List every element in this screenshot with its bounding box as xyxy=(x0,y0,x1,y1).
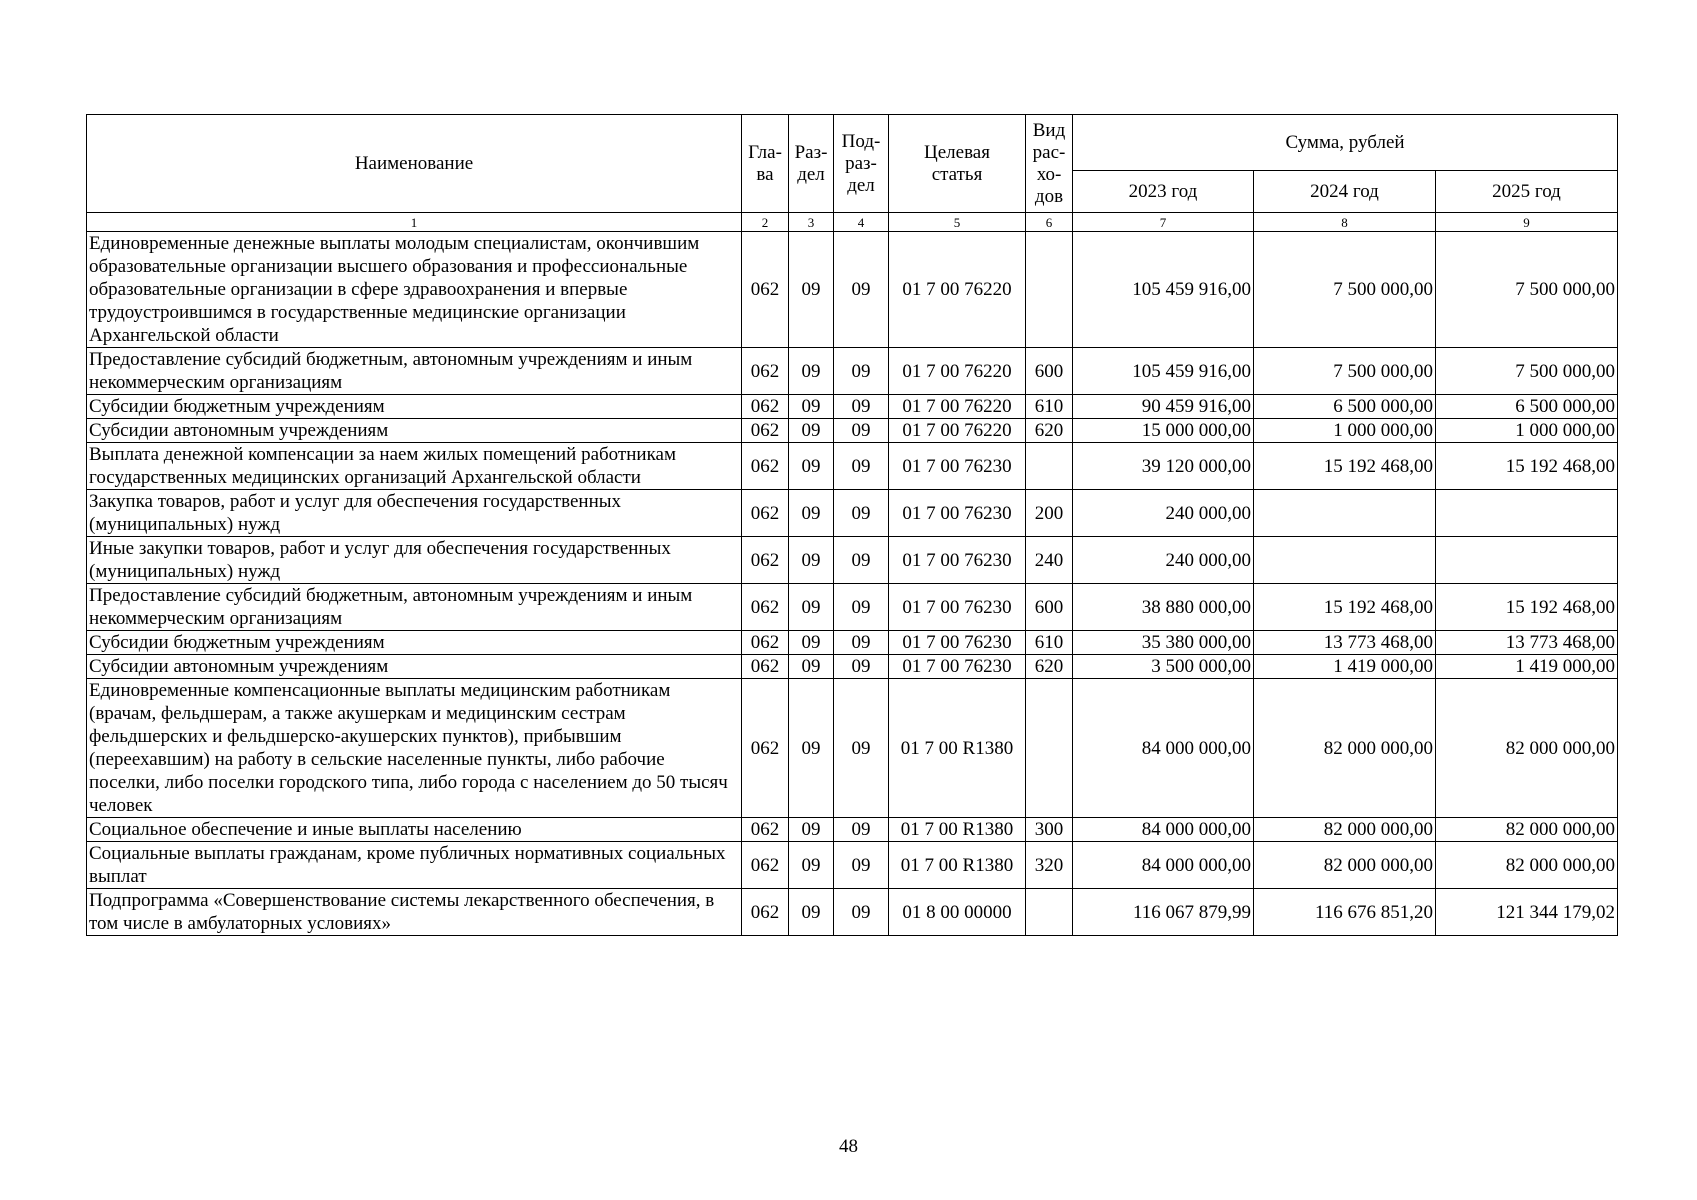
row-expense-type xyxy=(1026,443,1073,490)
table-row xyxy=(87,443,1618,490)
row-chapter: 062 xyxy=(742,631,789,655)
row-sum-2023: 84 000 000,00 xyxy=(1073,679,1254,818)
table-row xyxy=(87,395,1618,419)
row-sum-2023: 116 067 879,99 xyxy=(1073,889,1254,936)
row-name: Субсидии бюджетным учреждениям xyxy=(87,395,742,419)
row-subsection: 09 xyxy=(834,348,889,395)
row-target-article: 01 7 00 76220 xyxy=(889,395,1026,419)
column-number: 1 xyxy=(87,213,742,232)
row-target-article: 01 7 00 R1380 xyxy=(889,842,1026,889)
row-sum-2023: 15 000 000,00 xyxy=(1073,419,1254,443)
row-section: 09 xyxy=(789,490,834,537)
row-sum-2023: 90 459 916,00 xyxy=(1073,395,1254,419)
row-section: 09 xyxy=(789,348,834,395)
table-row xyxy=(87,889,1618,936)
row-target-article: 01 7 00 76230 xyxy=(889,537,1026,584)
row-expense-type: 320 xyxy=(1026,842,1073,889)
row-chapter: 062 xyxy=(742,232,789,348)
row-section: 09 xyxy=(789,537,834,584)
row-chapter: 062 xyxy=(742,679,789,818)
row-chapter: 062 xyxy=(742,655,789,679)
row-target-article: 01 7 00 76230 xyxy=(889,584,1026,631)
row-name: Предоставление субсидий бюджетным, автономным учреждениям и иным некоммерческим организациям xyxy=(87,584,742,631)
row-sum-2023: 3 500 000,00 xyxy=(1073,655,1254,679)
row-sum-2025: 7 500 000,00 xyxy=(1436,232,1618,348)
row-target-article: 01 8 00 00000 xyxy=(889,889,1026,936)
row-sum-2023: 84 000 000,00 xyxy=(1073,818,1254,842)
row-sum-2025: 13 773 468,00 xyxy=(1436,631,1618,655)
header-sum-group: Сумма, рублей xyxy=(1073,115,1618,171)
row-subsection: 09 xyxy=(834,537,889,584)
row-sum-2024: 15 192 468,00 xyxy=(1254,443,1436,490)
column-number: 4 xyxy=(834,213,889,232)
row-target-article: 01 7 00 76230 xyxy=(889,631,1026,655)
column-number: 3 xyxy=(789,213,834,232)
row-sum-2024: 7 500 000,00 xyxy=(1254,348,1436,395)
table-row xyxy=(87,818,1618,842)
row-sum-2025: 82 000 000,00 xyxy=(1436,679,1618,818)
row-name: Социальные выплаты гражданам, кроме публичных нормативных социальных выплат xyxy=(87,842,742,889)
row-expense-type: 610 xyxy=(1026,395,1073,419)
header-name: Наименование xyxy=(87,115,742,213)
row-subsection: 09 xyxy=(834,232,889,348)
row-target-article: 01 7 00 76230 xyxy=(889,490,1026,537)
row-sum-2024: 116 676 851,20 xyxy=(1254,889,1436,936)
budget-table xyxy=(86,114,1618,936)
row-sum-2024: 1 000 000,00 xyxy=(1254,419,1436,443)
row-section: 09 xyxy=(789,232,834,348)
table-row xyxy=(87,679,1618,818)
row-name: Единовременные денежные выплаты молодым специалистам, окончившим образовательные организации высшего образования и профессиональные образовательные организации в сфере здравоохранения и впервые трудоустроившимся в государственные медицинские организации Архангельской области xyxy=(87,232,742,348)
table-row xyxy=(87,490,1618,537)
row-name: Подпрограмма «Совершенствование системы лекарственного обеспечения, в том числе в амбулаторных условиях» xyxy=(87,889,742,936)
row-subsection: 09 xyxy=(834,490,889,537)
header-year-2023: 2023 год xyxy=(1073,171,1254,213)
row-expense-type: 300 xyxy=(1026,818,1073,842)
row-sum-2024: 6 500 000,00 xyxy=(1254,395,1436,419)
row-subsection: 09 xyxy=(834,842,889,889)
row-name: Субсидии бюджетным учреждениям xyxy=(87,631,742,655)
row-chapter: 062 xyxy=(742,584,789,631)
table-row xyxy=(87,419,1618,443)
row-chapter: 062 xyxy=(742,348,789,395)
column-number: 6 xyxy=(1026,213,1073,232)
row-subsection: 09 xyxy=(834,679,889,818)
row-sum-2025 xyxy=(1436,490,1618,537)
row-sum-2023: 38 880 000,00 xyxy=(1073,584,1254,631)
row-section: 09 xyxy=(789,842,834,889)
row-sum-2023: 35 380 000,00 xyxy=(1073,631,1254,655)
row-name: Субсидии автономным учреждениям xyxy=(87,419,742,443)
row-sum-2025: 15 192 468,00 xyxy=(1436,584,1618,631)
row-target-article: 01 7 00 76230 xyxy=(889,443,1026,490)
row-subsection: 09 xyxy=(834,655,889,679)
row-sum-2025: 1 419 000,00 xyxy=(1436,655,1618,679)
row-subsection: 09 xyxy=(834,395,889,419)
row-chapter: 062 xyxy=(742,419,789,443)
row-expense-type: 620 xyxy=(1026,655,1073,679)
row-sum-2025: 7 500 000,00 xyxy=(1436,348,1618,395)
row-sum-2025: 6 500 000,00 xyxy=(1436,395,1618,419)
row-name: Иные закупки товаров, работ и услуг для обеспечения государственных (муниципальных) нужд xyxy=(87,537,742,584)
row-sum-2024: 7 500 000,00 xyxy=(1254,232,1436,348)
row-section: 09 xyxy=(789,655,834,679)
row-name: Социальное обеспечение и иные выплаты населению xyxy=(87,818,742,842)
table-row xyxy=(87,655,1618,679)
row-subsection: 09 xyxy=(834,419,889,443)
row-sum-2024: 82 000 000,00 xyxy=(1254,842,1436,889)
column-number: 5 xyxy=(889,213,1026,232)
row-target-article: 01 7 00 76230 xyxy=(889,655,1026,679)
header-year-2024: 2024 год xyxy=(1254,171,1436,213)
row-subsection: 09 xyxy=(834,443,889,490)
table-row xyxy=(87,842,1618,889)
row-target-article: 01 7 00 76220 xyxy=(889,348,1026,395)
row-expense-type xyxy=(1026,679,1073,818)
row-chapter: 062 xyxy=(742,889,789,936)
row-sum-2024 xyxy=(1254,537,1436,584)
row-expense-type: 240 xyxy=(1026,537,1073,584)
header-subsection: Под- раз- дел xyxy=(834,115,889,213)
row-sum-2024: 82 000 000,00 xyxy=(1254,679,1436,818)
column-number: 2 xyxy=(742,213,789,232)
row-name: Выплата денежной компенсации за наем жилых помещений работникам государственных медицинских организаций Архангельской области xyxy=(87,443,742,490)
row-section: 09 xyxy=(789,889,834,936)
row-sum-2023: 105 459 916,00 xyxy=(1073,232,1254,348)
row-subsection: 09 xyxy=(834,818,889,842)
row-expense-type: 600 xyxy=(1026,348,1073,395)
row-chapter: 062 xyxy=(742,842,789,889)
page-number: 48 xyxy=(839,1136,858,1157)
row-subsection: 09 xyxy=(834,631,889,655)
header-expense-type: Вид рас- хо- дов xyxy=(1026,115,1073,213)
table-row xyxy=(87,584,1618,631)
row-target-article: 01 7 00 76220 xyxy=(889,232,1026,348)
row-sum-2024: 15 192 468,00 xyxy=(1254,584,1436,631)
row-sum-2023: 105 459 916,00 xyxy=(1073,348,1254,395)
row-expense-type: 600 xyxy=(1026,584,1073,631)
row-expense-type xyxy=(1026,889,1073,936)
row-section: 09 xyxy=(789,818,834,842)
row-subsection: 09 xyxy=(834,889,889,936)
row-target-article: 01 7 00 R1380 xyxy=(889,818,1026,842)
row-sum-2025 xyxy=(1436,537,1618,584)
header-target-article: Целевая статья xyxy=(889,115,1026,213)
table-header xyxy=(87,115,1618,232)
row-sum-2025: 82 000 000,00 xyxy=(1436,818,1618,842)
header-section: Раз- дел xyxy=(789,115,834,213)
row-sum-2023: 240 000,00 xyxy=(1073,490,1254,537)
row-sum-2025: 15 192 468,00 xyxy=(1436,443,1618,490)
row-expense-type: 610 xyxy=(1026,631,1073,655)
row-sum-2025: 1 000 000,00 xyxy=(1436,419,1618,443)
row-sum-2024: 82 000 000,00 xyxy=(1254,818,1436,842)
row-expense-type: 620 xyxy=(1026,419,1073,443)
row-section: 09 xyxy=(789,395,834,419)
column-number: 8 xyxy=(1254,213,1436,232)
row-chapter: 062 xyxy=(742,395,789,419)
table-row xyxy=(87,348,1618,395)
column-number: 7 xyxy=(1073,213,1254,232)
column-number: 9 xyxy=(1436,213,1618,232)
table-body xyxy=(87,232,1618,936)
row-chapter: 062 xyxy=(742,818,789,842)
column-numbers-row xyxy=(87,213,1618,232)
row-name: Закупка товаров, работ и услуг для обеспечения государственных (муниципальных) нужд xyxy=(87,490,742,537)
row-sum-2024: 1 419 000,00 xyxy=(1254,655,1436,679)
table-row xyxy=(87,631,1618,655)
row-sum-2023: 240 000,00 xyxy=(1073,537,1254,584)
row-section: 09 xyxy=(789,419,834,443)
row-section: 09 xyxy=(789,631,834,655)
row-sum-2024: 13 773 468,00 xyxy=(1254,631,1436,655)
row-name: Единовременные компенсационные выплаты медицинским работникам (врачам, фельдшерам, а также акушеркам и медицинским сестрам фельдшерских и фельдшерско-акушерских пунктов), прибывшим (переехавшим) на работу в сельские населенные пункты, либо рабочие поселки, либо поселки городского типа, либо города с населением до 50 тысяч человек xyxy=(87,679,742,818)
row-expense-type xyxy=(1026,232,1073,348)
row-section: 09 xyxy=(789,679,834,818)
row-sum-2023: 84 000 000,00 xyxy=(1073,842,1254,889)
table-row xyxy=(87,232,1618,348)
row-chapter: 062 xyxy=(742,490,789,537)
table-row xyxy=(87,537,1618,584)
row-sum-2025: 82 000 000,00 xyxy=(1436,842,1618,889)
row-section: 09 xyxy=(789,443,834,490)
row-target-article: 01 7 00 76220 xyxy=(889,419,1026,443)
row-name: Предоставление субсидий бюджетным, автономным учреждениям и иным некоммерческим организациям xyxy=(87,348,742,395)
row-sum-2025: 121 344 179,02 xyxy=(1436,889,1618,936)
row-sum-2024 xyxy=(1254,490,1436,537)
row-chapter: 062 xyxy=(742,443,789,490)
row-expense-type: 200 xyxy=(1026,490,1073,537)
row-target-article: 01 7 00 R1380 xyxy=(889,679,1026,818)
row-subsection: 09 xyxy=(834,584,889,631)
row-section: 09 xyxy=(789,584,834,631)
header-year-2025: 2025 год xyxy=(1436,171,1618,213)
header-chapter: Гла- ва xyxy=(742,115,789,213)
row-sum-2023: 39 120 000,00 xyxy=(1073,443,1254,490)
row-chapter: 062 xyxy=(742,537,789,584)
row-name: Субсидии автономным учреждениям xyxy=(87,655,742,679)
